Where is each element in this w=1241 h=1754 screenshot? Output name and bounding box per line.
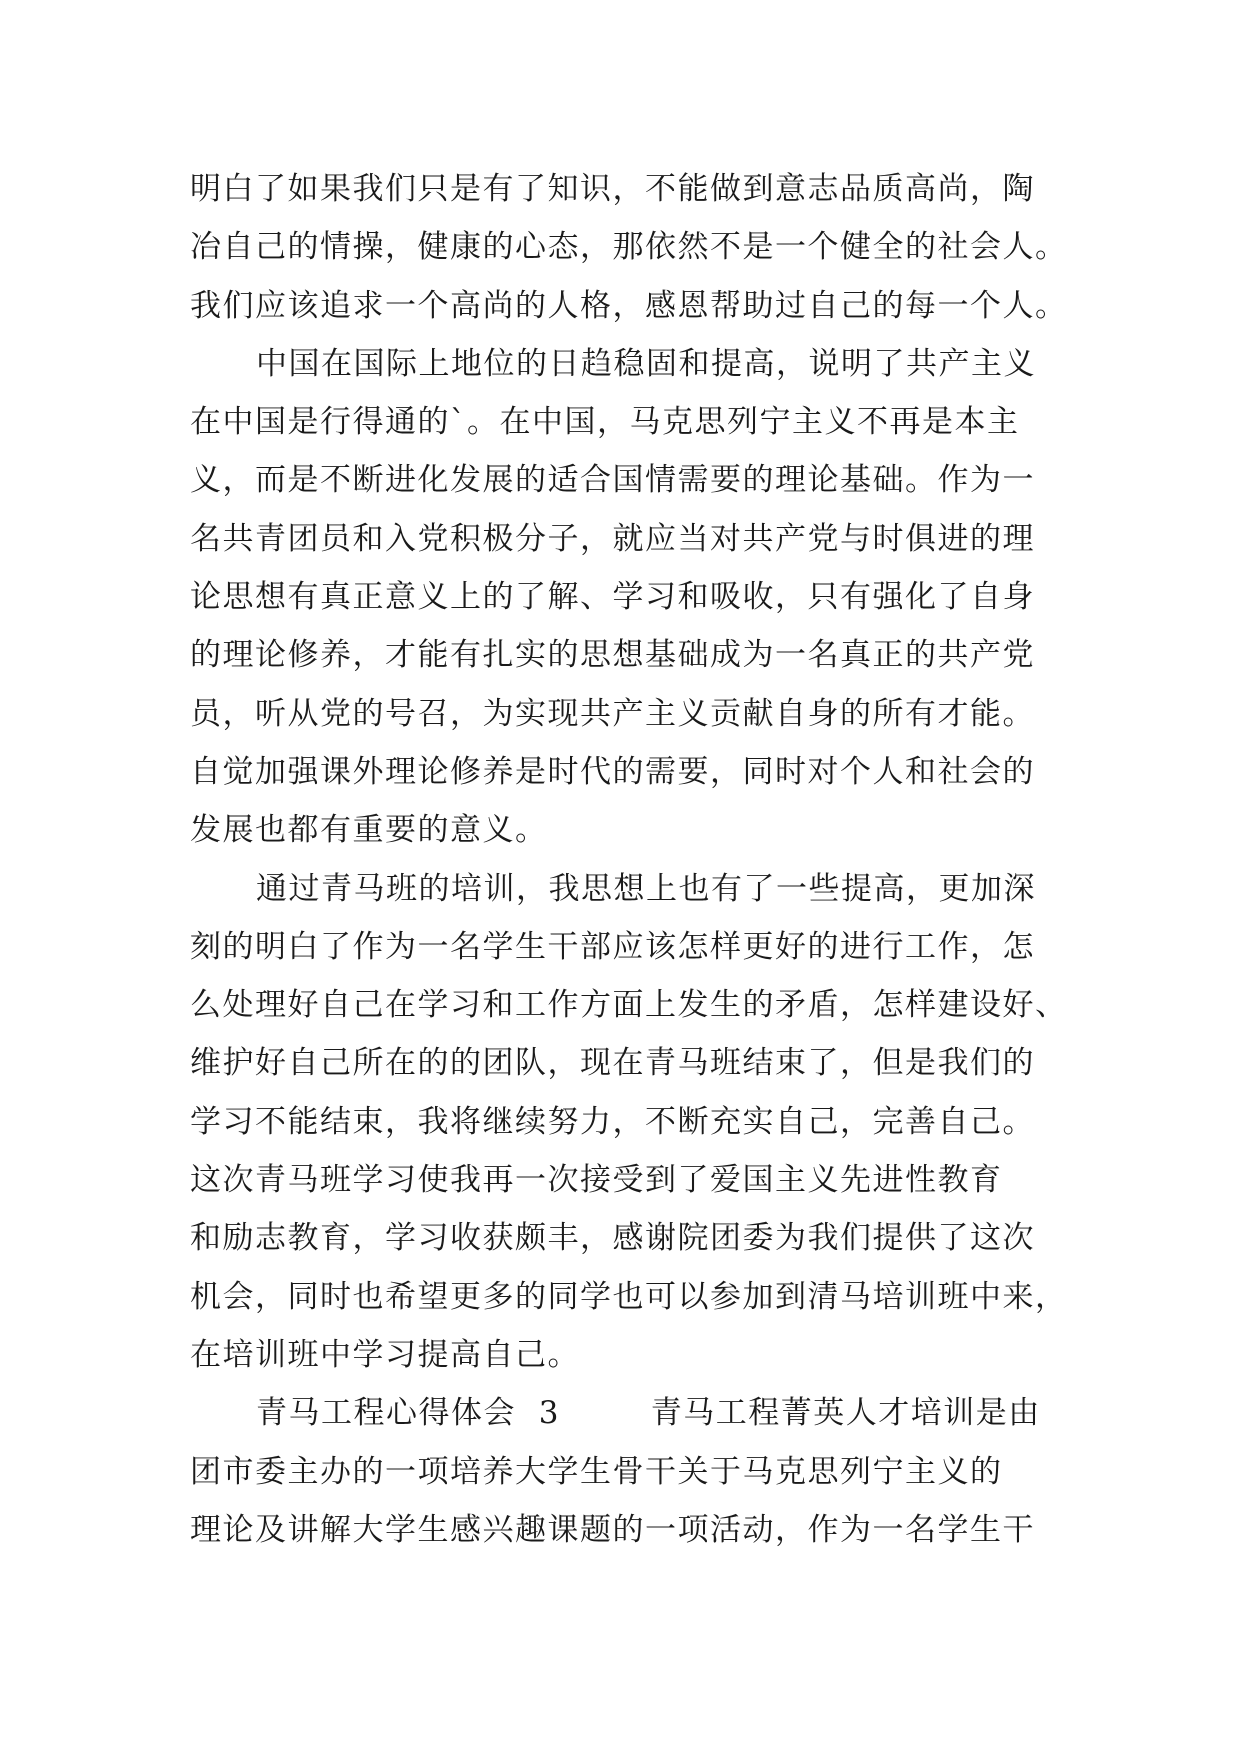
- text-line: 自觉加强课外理论修养是时代的需要，同时对个人和社会的: [190, 753, 1035, 790]
- text-line: 冶自己的情操，健康的心态，那依然不是一个健全的社会人。: [190, 229, 1068, 266]
- text-line: 么处理好自己在学习和工作方面上发生的矛盾，怎样建设好、: [190, 987, 1068, 1024]
- text-line: 这次青马班学习使我再一次接受到了爱国主义先进性教育: [190, 1162, 1003, 1199]
- text-line: 在培训班中学习提高自己。: [190, 1336, 580, 1373]
- text-line: 明白了如果我们只是有了知识，不能做到意志品质高尚，陶: [190, 171, 1035, 207]
- paragraph-start-line: 中国在国际上地位的日趋稳固和提高，说明了共产主义: [256, 345, 1036, 382]
- paragraph-start-line: 通过青马班的培训，我思想上也有了一些提高，更加深: [256, 870, 1036, 907]
- text-line: 发展也都有重要的意义。: [190, 812, 548, 849]
- body-text: [190, 160, 1090, 1559]
- text-line: 义，而是不断进化发展的适合国情需要的理论基础。作为一: [190, 462, 1035, 499]
- text-line: 理论及讲解大学生感兴趣课题的一项活动，作为一名学生干: [190, 1511, 1035, 1548]
- text-line: 员，听从党的号召，为实现共产主义贡献自身的所有才能。: [190, 695, 1035, 732]
- text-line: 在中国是行得通的`。在中国，马克思列宁主义不再是本主: [190, 404, 1020, 441]
- text-line: 机会，同时也希望更多的同学也可以参加到清马培训班中来，: [190, 1278, 1068, 1315]
- text-line: 和励志教育，学习收获颇丰，感谢院团委为我们提供了这次: [190, 1220, 1035, 1257]
- text-line: 学习不能结束，我将继续努力，不断充实自己，完善自己。: [190, 1103, 1035, 1140]
- text-line: 刻的明白了作为一名学生干部应该怎样更好的进行工作，怎: [190, 928, 1035, 965]
- text-line: 团市委主办的一项培养大学生骨干关于马克思列宁主义的: [190, 1453, 1003, 1490]
- text-line: 论思想有真正意义上的了解、学习和吸收，只有强化了自身: [190, 579, 1035, 616]
- text-line: 维护好自己所在的的团队，现在青马班结束了，但是我们的: [190, 1045, 1035, 1082]
- text-line: 名共青团员和入党积极分子，就应当对共产党与时俱进的理: [190, 520, 1035, 557]
- text-line: 我们应该追求一个高尚的人格，感恩帮助过自己的每一个人。: [190, 287, 1068, 324]
- paragraph-start-line: 青马工程心得体会 3 青马工程菁英人才培训是由: [256, 1395, 1041, 1432]
- text-line: 的理论修养，才能有扎实的思想基础成为一名真正的共产党: [190, 637, 1035, 674]
